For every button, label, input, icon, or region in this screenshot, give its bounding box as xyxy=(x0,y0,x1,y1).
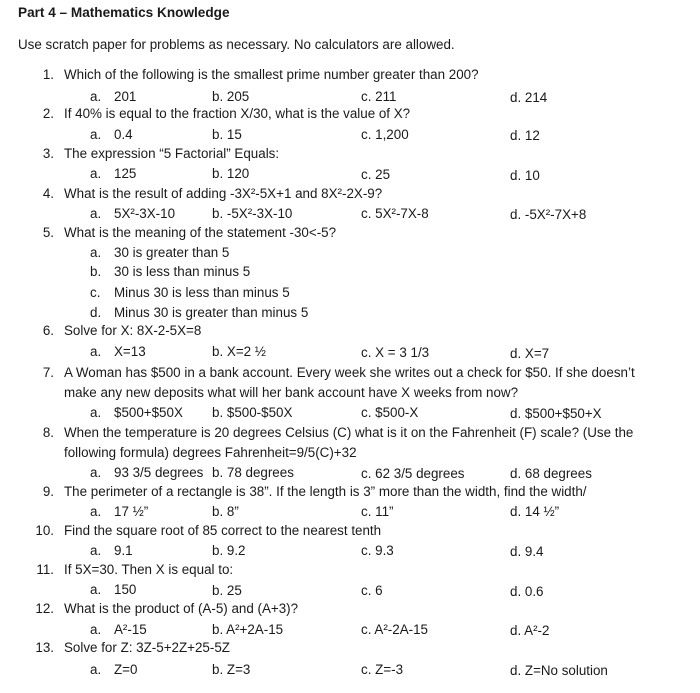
option-c: c. 11” xyxy=(361,504,394,519)
option-a-label: a. xyxy=(90,662,102,677)
option-c: c. X = 3 1/3 xyxy=(361,345,430,360)
question-text-continued: make any new deposits what will her bank account have X weeks from now? xyxy=(64,385,519,400)
question-text: Find the square root of 85 correct to the nearest tenth xyxy=(64,523,382,538)
question-number: 4. xyxy=(42,186,54,201)
question-text: The perimeter of a rectangle is 38”. If the length is 3” more than the width, find the width/ xyxy=(64,484,587,499)
option-c: c. 5X²-7X-8 xyxy=(361,206,429,221)
option-b: b. 25 xyxy=(212,583,242,598)
option-a-label: a. xyxy=(90,504,102,519)
question-text: What is the result of adding -3X²-5X+1 and 8X²-2X-9? xyxy=(64,186,383,201)
question-number: 10. xyxy=(35,523,54,538)
option-d: d. 214 xyxy=(510,90,548,105)
option-a: 150 xyxy=(114,582,137,597)
question-text: Which of the following is the smallest prime number greater than 200? xyxy=(64,67,479,82)
question-number: 1. xyxy=(42,67,54,82)
option-b: b. $500-$50X xyxy=(212,405,293,420)
option-a: 125 xyxy=(114,166,137,181)
option-a: 0.4 xyxy=(114,127,133,142)
instructions: Use scratch paper for problems as necessary. No calculators are allowed. xyxy=(18,37,455,52)
question-number: 2. xyxy=(42,106,54,121)
option-a-label: a. xyxy=(90,465,102,480)
option-c-label: c. xyxy=(90,285,101,300)
option-c: c. 9.3 xyxy=(361,543,394,558)
option-d: d. 10 xyxy=(510,168,540,183)
option-b: b. A²+2A-15 xyxy=(212,622,284,637)
option-d-label: d. xyxy=(90,305,102,320)
option-a: 9.1 xyxy=(114,543,133,558)
option-c: c. $500-X xyxy=(361,405,419,420)
option-a: X=13 xyxy=(114,344,146,359)
option-d: d. 14 ½” xyxy=(510,504,560,519)
option-b: b. X=2 ½ xyxy=(212,344,266,359)
question-text: What is the meaning of the statement -30<-5? xyxy=(64,225,337,240)
page-title: Part 4 – Mathematics Knowledge xyxy=(18,5,230,20)
question-text-continued: following formula) degrees Fahrenheit=9/5(C)+32 xyxy=(64,445,357,460)
option-b: b. 120 xyxy=(212,166,250,181)
option-b: b. 205 xyxy=(212,89,250,104)
option-a-label: a. xyxy=(90,405,102,420)
question-number: 6. xyxy=(42,323,54,338)
option-b: b. 78 degrees xyxy=(212,465,294,480)
option-d: d. A²-2 xyxy=(510,623,550,638)
question-text: A Woman has $500 in a bank account. Every week she writes out a check for $50. If she doesn’t xyxy=(64,365,635,380)
question-number: 12. xyxy=(35,601,54,616)
option-a-label: a. xyxy=(90,344,102,359)
option-a-label: a. xyxy=(90,166,102,181)
question-number: 3. xyxy=(42,146,54,161)
option-a-label: a. xyxy=(90,127,102,142)
option-c: c. A²-2A-15 xyxy=(361,622,428,637)
question-number: 5. xyxy=(42,225,54,240)
question-text: If 40% is equal to the fraction X/30, what is the value of X? xyxy=(64,106,411,121)
option-a-label: a. xyxy=(90,206,102,221)
option-c: Minus 30 is less than minus 5 xyxy=(114,285,290,300)
question-text: Solve for Z: 3Z-5+2Z+25-5Z xyxy=(64,640,230,655)
question-text: What is the product of (A-5) and (A+3)? xyxy=(64,601,299,616)
option-c: c. 1,200 xyxy=(361,127,409,142)
option-a: 93 3/5 degrees xyxy=(114,465,204,480)
option-b: b. -5X²-3X-10 xyxy=(212,206,293,221)
option-a: $500+$50X xyxy=(114,405,183,420)
option-a-label: a. xyxy=(90,622,102,637)
option-d: d. Z=No solution xyxy=(510,663,608,678)
question-number: 7. xyxy=(42,365,54,380)
option-d: d. 68 degrees xyxy=(510,466,592,481)
option-a-label: a. xyxy=(90,89,102,104)
option-d: d. 9.4 xyxy=(510,544,544,559)
option-d: Minus 30 is greater than minus 5 xyxy=(114,305,309,320)
option-a: 30 is greater than 5 xyxy=(114,245,230,260)
option-a: A²-15 xyxy=(114,622,147,637)
option-a: Z=0 xyxy=(114,662,138,677)
question-text: The expression “5 Factorial” Equals: xyxy=(64,146,280,161)
option-c: c. Z=-3 xyxy=(361,662,404,677)
option-b: b. 15 xyxy=(212,127,242,142)
option-a: 17 ½” xyxy=(114,504,149,519)
option-a-label: a. xyxy=(90,582,102,597)
option-d: d. $500+$50+X xyxy=(510,406,602,421)
question-number: 13. xyxy=(35,640,54,655)
option-c: c. 6 xyxy=(361,583,383,598)
option-b: b. Z=3 xyxy=(212,662,251,677)
option-d: d. 0.6 xyxy=(510,584,544,599)
option-c: c. 211 xyxy=(361,89,397,104)
option-a-label: a. xyxy=(90,245,102,260)
option-d: d. 12 xyxy=(510,128,540,143)
option-a-label: a. xyxy=(90,543,102,558)
option-a: 5X²-3X-10 xyxy=(114,206,176,221)
option-b: b. 8” xyxy=(212,504,239,519)
question-text: If 5X=30. Then X is equal to: xyxy=(64,562,234,577)
option-c: c. 25 xyxy=(361,167,391,182)
option-d: d. X=7 xyxy=(510,346,550,361)
option-b: b. 9.2 xyxy=(212,543,246,558)
option-d: d. -5X²-7X+8 xyxy=(510,207,587,222)
option-b: 30 is less than minus 5 xyxy=(114,264,251,279)
question-number: 9. xyxy=(42,484,54,499)
option-c: c. 62 3/5 degrees xyxy=(361,466,465,481)
question-text: When the temperature is 20 degrees Celsius (C) what is it on the Fahrenheit (F) scale? (Use the xyxy=(64,425,634,440)
question-text: Solve for X: 8X-2-5X=8 xyxy=(64,323,202,338)
option-a: 201 xyxy=(114,89,137,104)
option-b-label: b. xyxy=(90,264,102,279)
question-number: 8. xyxy=(42,425,54,440)
question-number: 11. xyxy=(36,562,54,577)
